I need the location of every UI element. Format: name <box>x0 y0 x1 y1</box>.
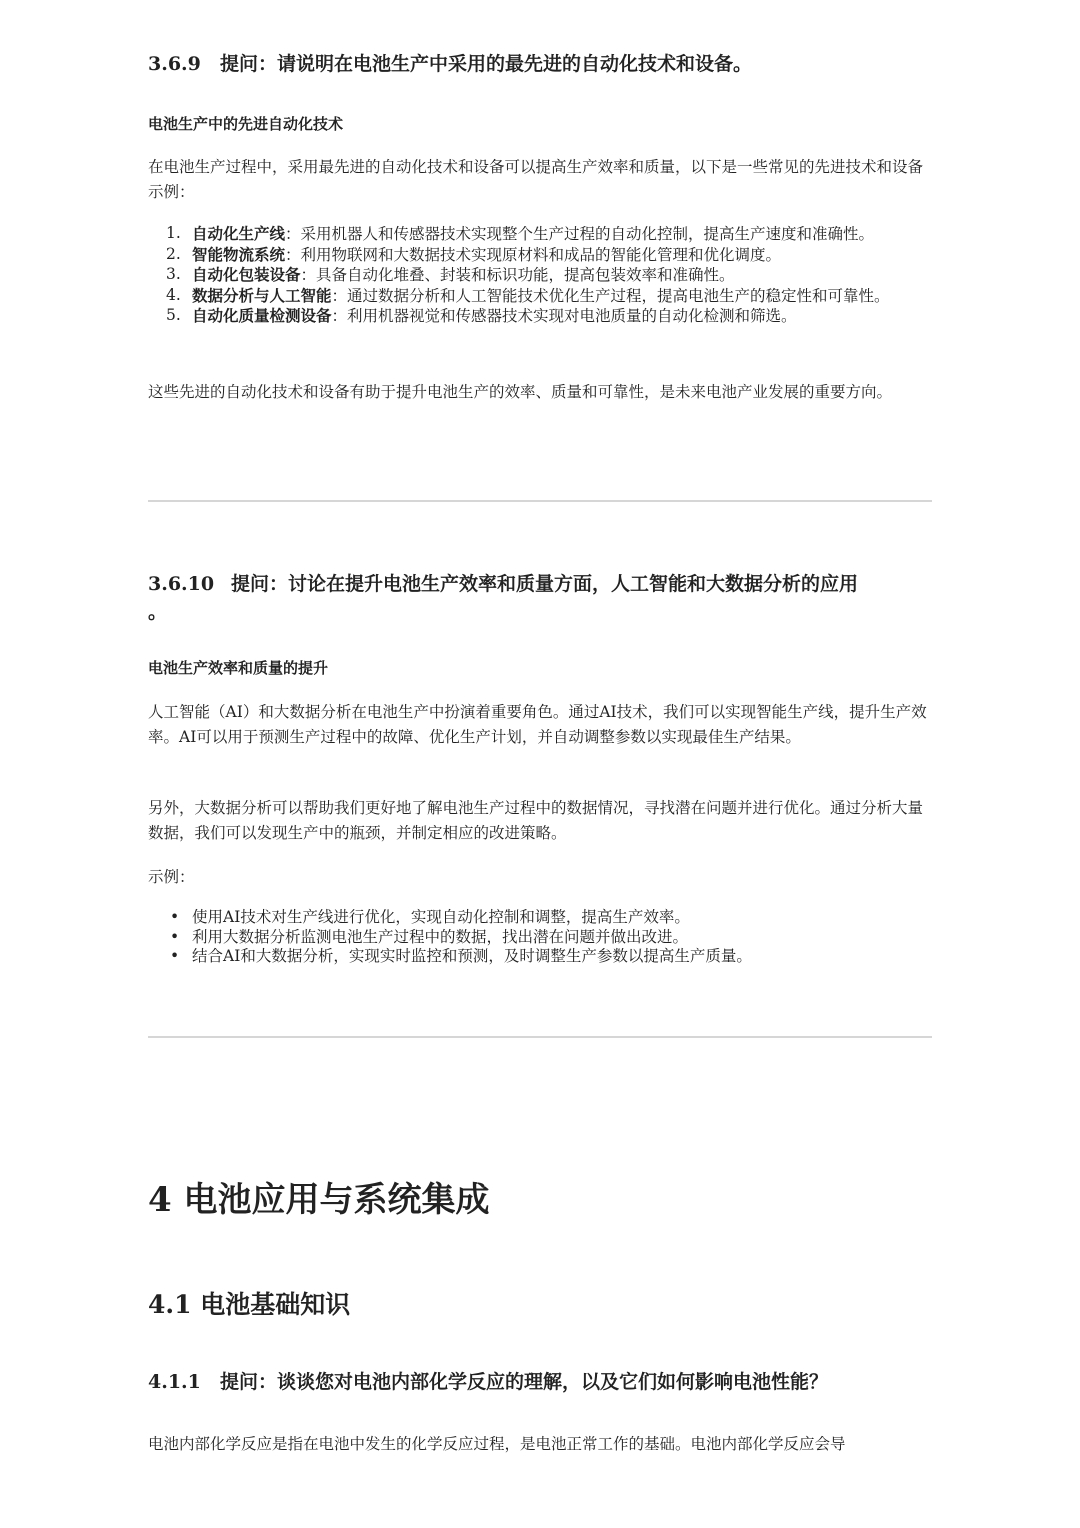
heading-3-6-10 <box>148 570 932 626</box>
ai-paragraph: 人工智能（AI）和大数据分析在电池生产中扮演着重要角色。通过AI技术，我们可以实现智能生产线，提升生产效率。AI可以用于预测生产过程中的故障、优化生产计划，并自动调整参数以实现最佳生产结果。 <box>148 703 927 746</box>
conclusion-paragraph: 这些先进的自动化技术和设备有助于提升电池生产的效率、质量和可靠性，是未来电池产业发展的重要方向。 <box>148 383 893 401</box>
section-number: 4.1.1 <box>148 1371 201 1393</box>
list-text: 结合AI和大数据分析，实现实时监控和预测，及时调整生产参数以提高生产质量。 <box>192 947 752 965</box>
bullet-marker: • <box>170 927 180 946</box>
list-marker: 5. <box>166 306 181 324</box>
section-divider <box>148 1036 932 1038</box>
automation-list <box>148 224 932 327</box>
chapter-title: 4 电池应用与系统集成 <box>148 1180 490 1220</box>
list-marker: 1. <box>166 224 181 242</box>
heading-3-6-9 <box>148 50 932 78</box>
list-text: ：利用机器视觉和传感器技术实现对电池质量的自动化检测和筛选。 <box>331 307 797 325</box>
list-text: 使用AI技术对生产线进行优化，实现自动化控制和调整，提高生产效率。 <box>192 908 690 926</box>
list-term: 数据分析与人工智能 <box>192 285 332 305</box>
subheading-advanced-automation: 电池生产中的先进自动化技术 <box>148 115 344 133</box>
section-divider <box>148 500 932 502</box>
list-marker: 4. <box>166 285 181 304</box>
title-tail: 。 <box>148 601 168 623</box>
list-term: 自动化包装设备 <box>192 265 301 284</box>
list-item <box>148 245 932 266</box>
list-item <box>148 947 932 967</box>
bullet-marker: • <box>170 947 180 965</box>
section-title: 提问：请说明在电池生产中采用的最先进的自动化技术和设备。 <box>220 53 753 75</box>
list-item <box>148 286 932 307</box>
section-title: 提问：谈谈您对电池内部化学反应的理解，以及它们如何影响电池性能？ <box>220 1371 829 1393</box>
list-text: ：利用物联网和大数据技术实现原材料和成品的智能化管理和优化调度。 <box>285 245 782 264</box>
intro-paragraph: 在电池生产过程中，采用最先进的自动化技术和设备可以提高生产效率和质量，以下是一些常见的先进技术和设备示例： <box>148 158 924 201</box>
list-term: 自动化质量检测设备 <box>192 306 332 325</box>
subheading-efficiency-quality: 电池生产效率和质量的提升 <box>148 659 329 677</box>
chemistry-paragraph: 电池内部化学反应是指在电池中发生的化学反应过程，是电池正常工作的基础。电池内部化学反应会导 <box>148 1435 846 1453</box>
example-list <box>148 908 932 967</box>
list-term: 自动化生产线 <box>192 224 286 243</box>
section-4-1-title: 4.1 电池基础知识 <box>148 1290 351 1319</box>
list-text: ：采用机器人和传感器技术实现整个生产过程的自动化控制，提高生产速度和准确性。 <box>285 225 875 243</box>
list-text: ：通过数据分析和人工智能技术优化生产过程，提高电池生产的稳定性和可靠性。 <box>331 286 890 305</box>
section-number: 3.6.10 <box>148 573 215 595</box>
list-marker: 3. <box>166 265 181 283</box>
example-label: 示例： <box>148 868 195 886</box>
list-marker: 2. <box>166 244 181 263</box>
list-term: 智能物流系统 <box>192 244 286 264</box>
list-text: ：具备自动化堆叠、封装和标识功能，提高包装效率和准确性。 <box>300 266 735 284</box>
section-title: 提问：讨论在提升电池生产效率和质量方面，人工智能和大数据分析的应用 <box>231 573 859 595</box>
section-number: 3.6.9 <box>148 53 201 75</box>
bullet-marker: • <box>170 908 180 926</box>
list-item <box>148 306 932 327</box>
list-item <box>148 265 932 286</box>
list-text: 利用大数据分析监测电池生产过程中的数据，找出潜在问题并做出改进。 <box>192 927 689 946</box>
list-item <box>148 224 932 245</box>
heading-4-1-1 <box>148 1368 932 1396</box>
bigdata-paragraph: 另外，大数据分析可以帮助我们更好地了解电池生产过程中的数据情况，寻找潜在问题并进行优化。通过分析大量数据，我们可以发现生产中的瓶颈，并制定相应的改进策略。 <box>148 799 924 842</box>
list-item <box>148 928 932 948</box>
list-item <box>148 908 932 928</box>
